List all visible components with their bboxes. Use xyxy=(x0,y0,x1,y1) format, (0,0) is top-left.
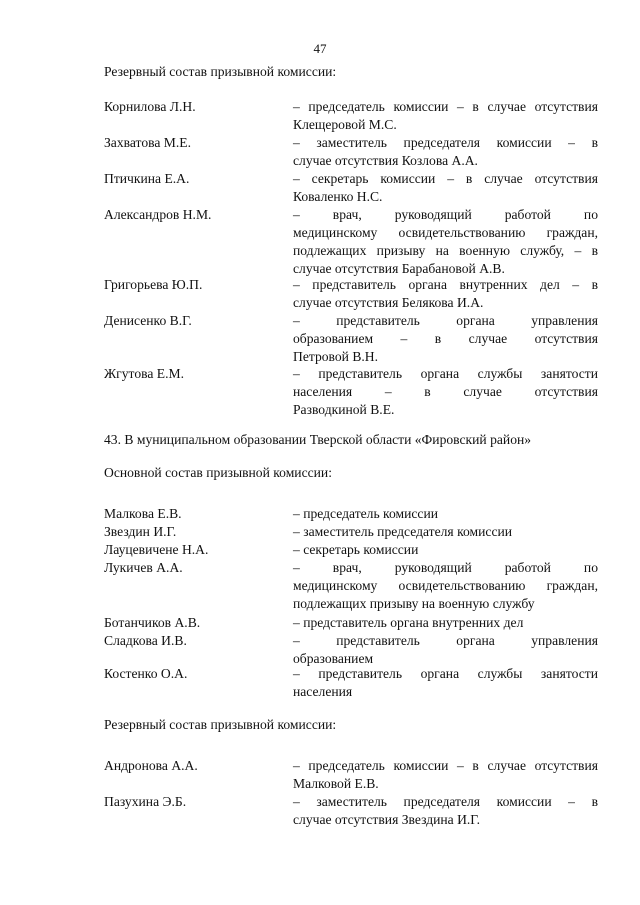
member-role xyxy=(293,793,598,829)
member-role xyxy=(293,134,598,170)
role-line: Разводкиной В.Е. xyxy=(293,402,395,417)
role-line: – представитель органа внутренних дел – в xyxy=(293,277,598,292)
member-role xyxy=(293,312,598,366)
role-line: образованием xyxy=(293,651,374,666)
member-name: Лауцевичене Н.А. xyxy=(104,542,209,557)
member-name: Сладкова И.В. xyxy=(104,633,187,648)
role-line: случае отсутствия Белякова И.А. xyxy=(293,295,484,310)
role-line: – секретарь комиссии xyxy=(293,542,419,557)
role-line: населения – в случае отсутствия xyxy=(293,384,598,399)
member-name: Григорьева Ю.П. xyxy=(104,277,203,292)
role-line: – председатель комиссии – в случае отсутствия xyxy=(293,758,598,773)
member-role xyxy=(293,665,598,701)
member-name: Андронова А.А. xyxy=(104,758,198,773)
member-name: Пазухина Э.Б. xyxy=(104,794,187,809)
role-line: образованием – в случае отсутствия xyxy=(293,331,598,346)
member-name: Денисенко В.Г. xyxy=(104,313,192,328)
role-line: – представитель органа службы занятости xyxy=(293,366,598,381)
member-role xyxy=(293,505,598,523)
role-line: случае отсутствия Звездина И.Г. xyxy=(293,812,481,827)
role-line: – секретарь комиссии – в случае отсутствия xyxy=(293,171,598,186)
reserve-composition-heading-2: Резервный состав призывной комиссии: xyxy=(104,717,337,732)
reserve-composition-heading: Резервный состав призывной комиссии: xyxy=(104,64,337,79)
role-line: – представитель органа службы занятости xyxy=(293,666,598,681)
member-role xyxy=(293,559,598,613)
member-name: Костенко О.А. xyxy=(104,666,188,681)
member-name: Малкова Е.В. xyxy=(104,506,182,521)
role-line: Клещеровой М.С. xyxy=(293,117,397,132)
role-line: – представитель органа управления xyxy=(293,633,598,648)
member-role xyxy=(293,632,598,668)
member-name: Жгутова Е.М. xyxy=(104,366,184,381)
role-line: Коваленко Н.С. xyxy=(293,189,383,204)
role-line: – заместитель председателя комиссии – в xyxy=(293,794,598,809)
member-role xyxy=(293,614,598,632)
role-line: – председатель комиссии xyxy=(293,506,438,521)
role-line: – врач, руководящий работой по xyxy=(293,560,598,575)
page-number: 47 xyxy=(313,41,327,56)
role-line: медицинскому освидетельствованию граждан, xyxy=(293,225,598,240)
role-line: – председатель комиссии – в случае отсутствия xyxy=(293,99,598,114)
role-line: – представитель органа управления xyxy=(293,313,598,328)
member-name: Звездин И.Г. xyxy=(104,524,177,539)
member-name: Захватова М.Е. xyxy=(104,135,191,150)
member-role xyxy=(293,170,598,206)
member-name: Александров Н.М. xyxy=(104,207,212,222)
role-line: случае отсутствия Барабановой А.В. xyxy=(293,261,505,276)
role-line: Петровой В.Н. xyxy=(293,349,379,364)
main-composition-heading: Основной состав призывной комиссии: xyxy=(104,465,332,480)
section-title: 43. В муниципальном образовании Тверской области «Фировский район» xyxy=(104,432,532,447)
member-role xyxy=(293,523,598,541)
member-name: Корнилова Л.Н. xyxy=(104,99,196,114)
role-line: медицинскому освидетельствованию граждан, xyxy=(293,578,598,593)
member-role xyxy=(293,276,598,312)
member-role xyxy=(293,206,598,278)
role-line: населения xyxy=(293,684,353,699)
role-line: Малковой Е.В. xyxy=(293,776,379,791)
member-name: Ботанчиков А.В. xyxy=(104,615,201,630)
member-role xyxy=(293,365,598,419)
role-line: – заместитель председателя комиссии – в xyxy=(293,135,598,150)
role-line: – врач, руководящий работой по xyxy=(293,207,598,222)
role-line: случае отсутствия Козлова А.А. xyxy=(293,153,478,168)
role-line: подлежащих призыву на военную службу, – в xyxy=(293,243,598,258)
member-name: Лукичев А.А. xyxy=(104,560,183,575)
member-role xyxy=(293,541,598,559)
role-line: – заместитель председателя комиссии xyxy=(293,524,513,539)
member-name: Птичкина Е.А. xyxy=(104,171,190,186)
role-line: – представитель органа внутренних дел xyxy=(293,615,524,630)
role-line: подлежащих призыву на военную службу xyxy=(293,596,535,611)
member-role xyxy=(293,98,598,134)
member-role xyxy=(293,757,598,793)
